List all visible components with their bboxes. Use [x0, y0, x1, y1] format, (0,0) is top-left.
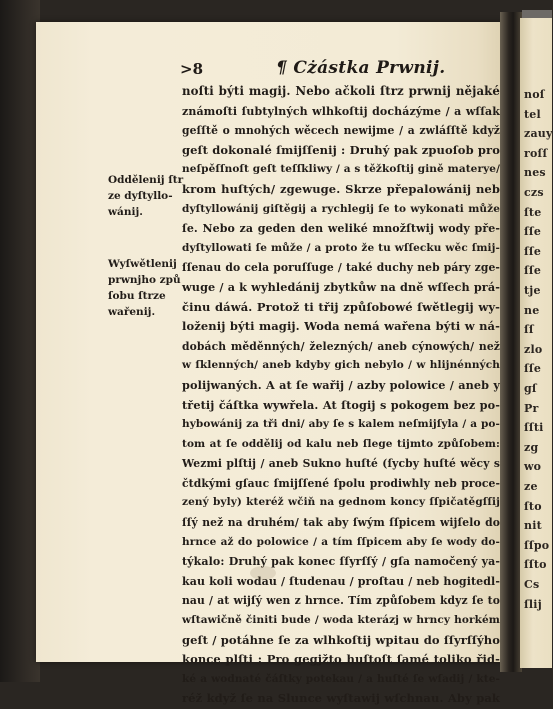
- facing-page-fragment: noſ: [524, 88, 545, 101]
- facing-page-fragment: Pr: [524, 401, 539, 415]
- body-line: ké a wodnaté čáſtky potekau / a huſté ſe wſadij / kte-: [182, 672, 500, 685]
- body-line: konce plſti : Pro gegjžto huſtoſt ſamé toliko řid-: [182, 652, 500, 667]
- bleed-through-mark: [250, 566, 276, 580]
- body-line: geſſtě o mnohých wěcech newijme / a zwláſſtě když: [182, 124, 500, 138]
- body-line: ſſý než na druhém/ tak aby ſwým ſſpicem wijſelo do: [182, 516, 500, 530]
- facing-page-fragment: ze: [524, 480, 538, 493]
- body-line: kau koli wodau / ſtudenau / proſtau / neb hogitedl-: [182, 574, 500, 588]
- facing-page-edge: [520, 18, 552, 668]
- facing-page-fragment: ſte: [524, 205, 542, 219]
- facing-page-fragment: tel: [524, 107, 541, 121]
- body-line: třetij čáſtka wywřela. At ſtogij s pokogem bez po-: [182, 397, 500, 412]
- body-line: ſe. Nebo za geden den weliké množſtwij wody pře-: [182, 222, 500, 236]
- facing-page-fragment: ſſti: [524, 421, 544, 435]
- facing-page-fragment: ne: [524, 303, 540, 317]
- body-line: Wezmi plſtij / aneb Sukno huſté (ſycby huſté wěcy s: [182, 457, 500, 471]
- running-head: ¶ Cżástka Prwnij.: [276, 58, 446, 78]
- sidenote-line: wánij.: [108, 206, 143, 218]
- page-header: [180, 60, 480, 82]
- body-line: réž když ſe na Slunce wyſtawij wſchnau. Aby pak: [182, 691, 500, 706]
- sidenote-line: prwnjho způ: [108, 274, 181, 286]
- body-line: týkalo: Druhý pak konec ſſyrſſý / gſa namočený ya-: [182, 555, 500, 569]
- body-line: polijwaných. A at ſe wařij / azby polowice / aneb y: [182, 377, 500, 392]
- facing-page-fragment: tje: [524, 284, 541, 297]
- sidenote-boiling: [108, 256, 182, 320]
- facing-page-fragment: Cs: [524, 578, 540, 591]
- facing-page-fragment: zlo: [524, 342, 543, 356]
- body-line: hrnce až do polowice / a tím ſſpicem aby ſe wody do-: [182, 535, 500, 548]
- body-line: w ſklenných/ aneb kdyby gich nebylo / w hlijnénných: [182, 359, 500, 372]
- facing-page-fragment: ſſ: [524, 323, 534, 337]
- facing-page-fragment: wo: [524, 460, 542, 474]
- page-number: >8: [180, 60, 204, 78]
- facing-page-fragment: ſſpo: [524, 538, 550, 552]
- body-line: nau / at wijſý wen z hrnce. Tím způſobem kdyz ſe to: [182, 594, 500, 608]
- facing-page-fragment: ſſe: [524, 225, 542, 239]
- facing-page-fragment: ſto: [524, 499, 542, 513]
- sidenote-distillation: [108, 172, 182, 220]
- body-line: hybowánij za tři dni/ aby ſe s kalem neſmijſyla / a po-: [182, 418, 500, 431]
- facing-page-fragment: ſſto: [524, 558, 547, 572]
- sidenote-line: ſobu ſtrze: [108, 290, 166, 302]
- sidenote-line: wařenij.: [108, 306, 156, 318]
- sidenote-line: ze dyſtyllo-: [108, 190, 173, 202]
- facing-page-fragment: ſlij: [524, 597, 542, 611]
- facing-page-fragment: nes: [524, 166, 546, 180]
- scan-corner-tab: [522, 10, 552, 18]
- body-line: dyſtyllowánij giſtěgij a rychlegij ſe to wykonati může: [182, 202, 500, 215]
- facing-page-fragment: gſ: [524, 382, 537, 395]
- body-line: loženij býti magij. Woda nemá wařena býti w ná-: [182, 319, 500, 334]
- body-line: dyſtyllowati ſe může / a proto že tu wſſecku wěc ſmij-: [182, 241, 500, 254]
- body-line: geſt / potáhne ſe za wlhkoſtij wpitau do ſſyrſſýho: [182, 632, 500, 647]
- facing-page-fragment: ſſe: [524, 244, 542, 258]
- body-line: wſtawičně činiti bude / woda kterázj w hrncy horkém: [182, 614, 500, 627]
- facing-page-fragment: ſſe: [524, 264, 542, 278]
- body-line: ſſenau do cela poruſſuge / také duchy neb páry zge-: [182, 261, 500, 275]
- body-line: dobách měděnných/ železných/ aneb cýnowých/ než: [182, 339, 500, 353]
- sidenote-line: Oddělenij ſtr: [108, 174, 184, 186]
- body-line: krom huſtých/ zgewuge. Skrze přepalowánij neb: [182, 181, 500, 196]
- body-text-block: [182, 82, 500, 709]
- body-line: čtdkými gſauc ſmijſſené ſpolu prodiwhly neb proce-: [182, 476, 500, 490]
- body-line: známoſti ſubtylných wlhkoſtij docházýme / a wſſak: [182, 104, 500, 118]
- body-line: činu dáwá. Protož ti třij způſobowé ſwětlegij wy-: [182, 299, 500, 314]
- facing-page-fragment: czs: [524, 186, 544, 199]
- body-line: geſt dokonalé ſmijſſenij : Druhý pak zpuoſob pro: [182, 142, 500, 157]
- facing-page-fragment: ſſe: [524, 362, 542, 376]
- body-line: zený byly) kteréž wčiň na gednom koncy ſſpičatěgſſij: [182, 496, 500, 509]
- body-line: noſti býti magij. Nebo ačkoli ſtrz prwnij nějaké: [182, 84, 500, 98]
- sidenote-line: Wyſwětlenij: [108, 258, 177, 270]
- body-line: wuge / a k wyhledánij zbytkůw na dně wſſech prá-: [182, 279, 500, 294]
- facing-page-fragment: roſſ: [524, 146, 548, 160]
- facing-page-fragment: nit: [524, 519, 542, 533]
- left-shadow-edge: [0, 0, 40, 682]
- facing-page-fragment: zauy: [524, 127, 553, 141]
- facing-page-fragment: zg: [524, 440, 539, 454]
- book-gutter: [500, 12, 522, 672]
- body-line: tom at ſe oddělij od kalu neb ſlege tijmto způſobem:: [182, 437, 500, 450]
- body-line: neſpěſſnoſt geſt teſſkliwy / a s těžkoſtij gině materye/: [182, 163, 500, 176]
